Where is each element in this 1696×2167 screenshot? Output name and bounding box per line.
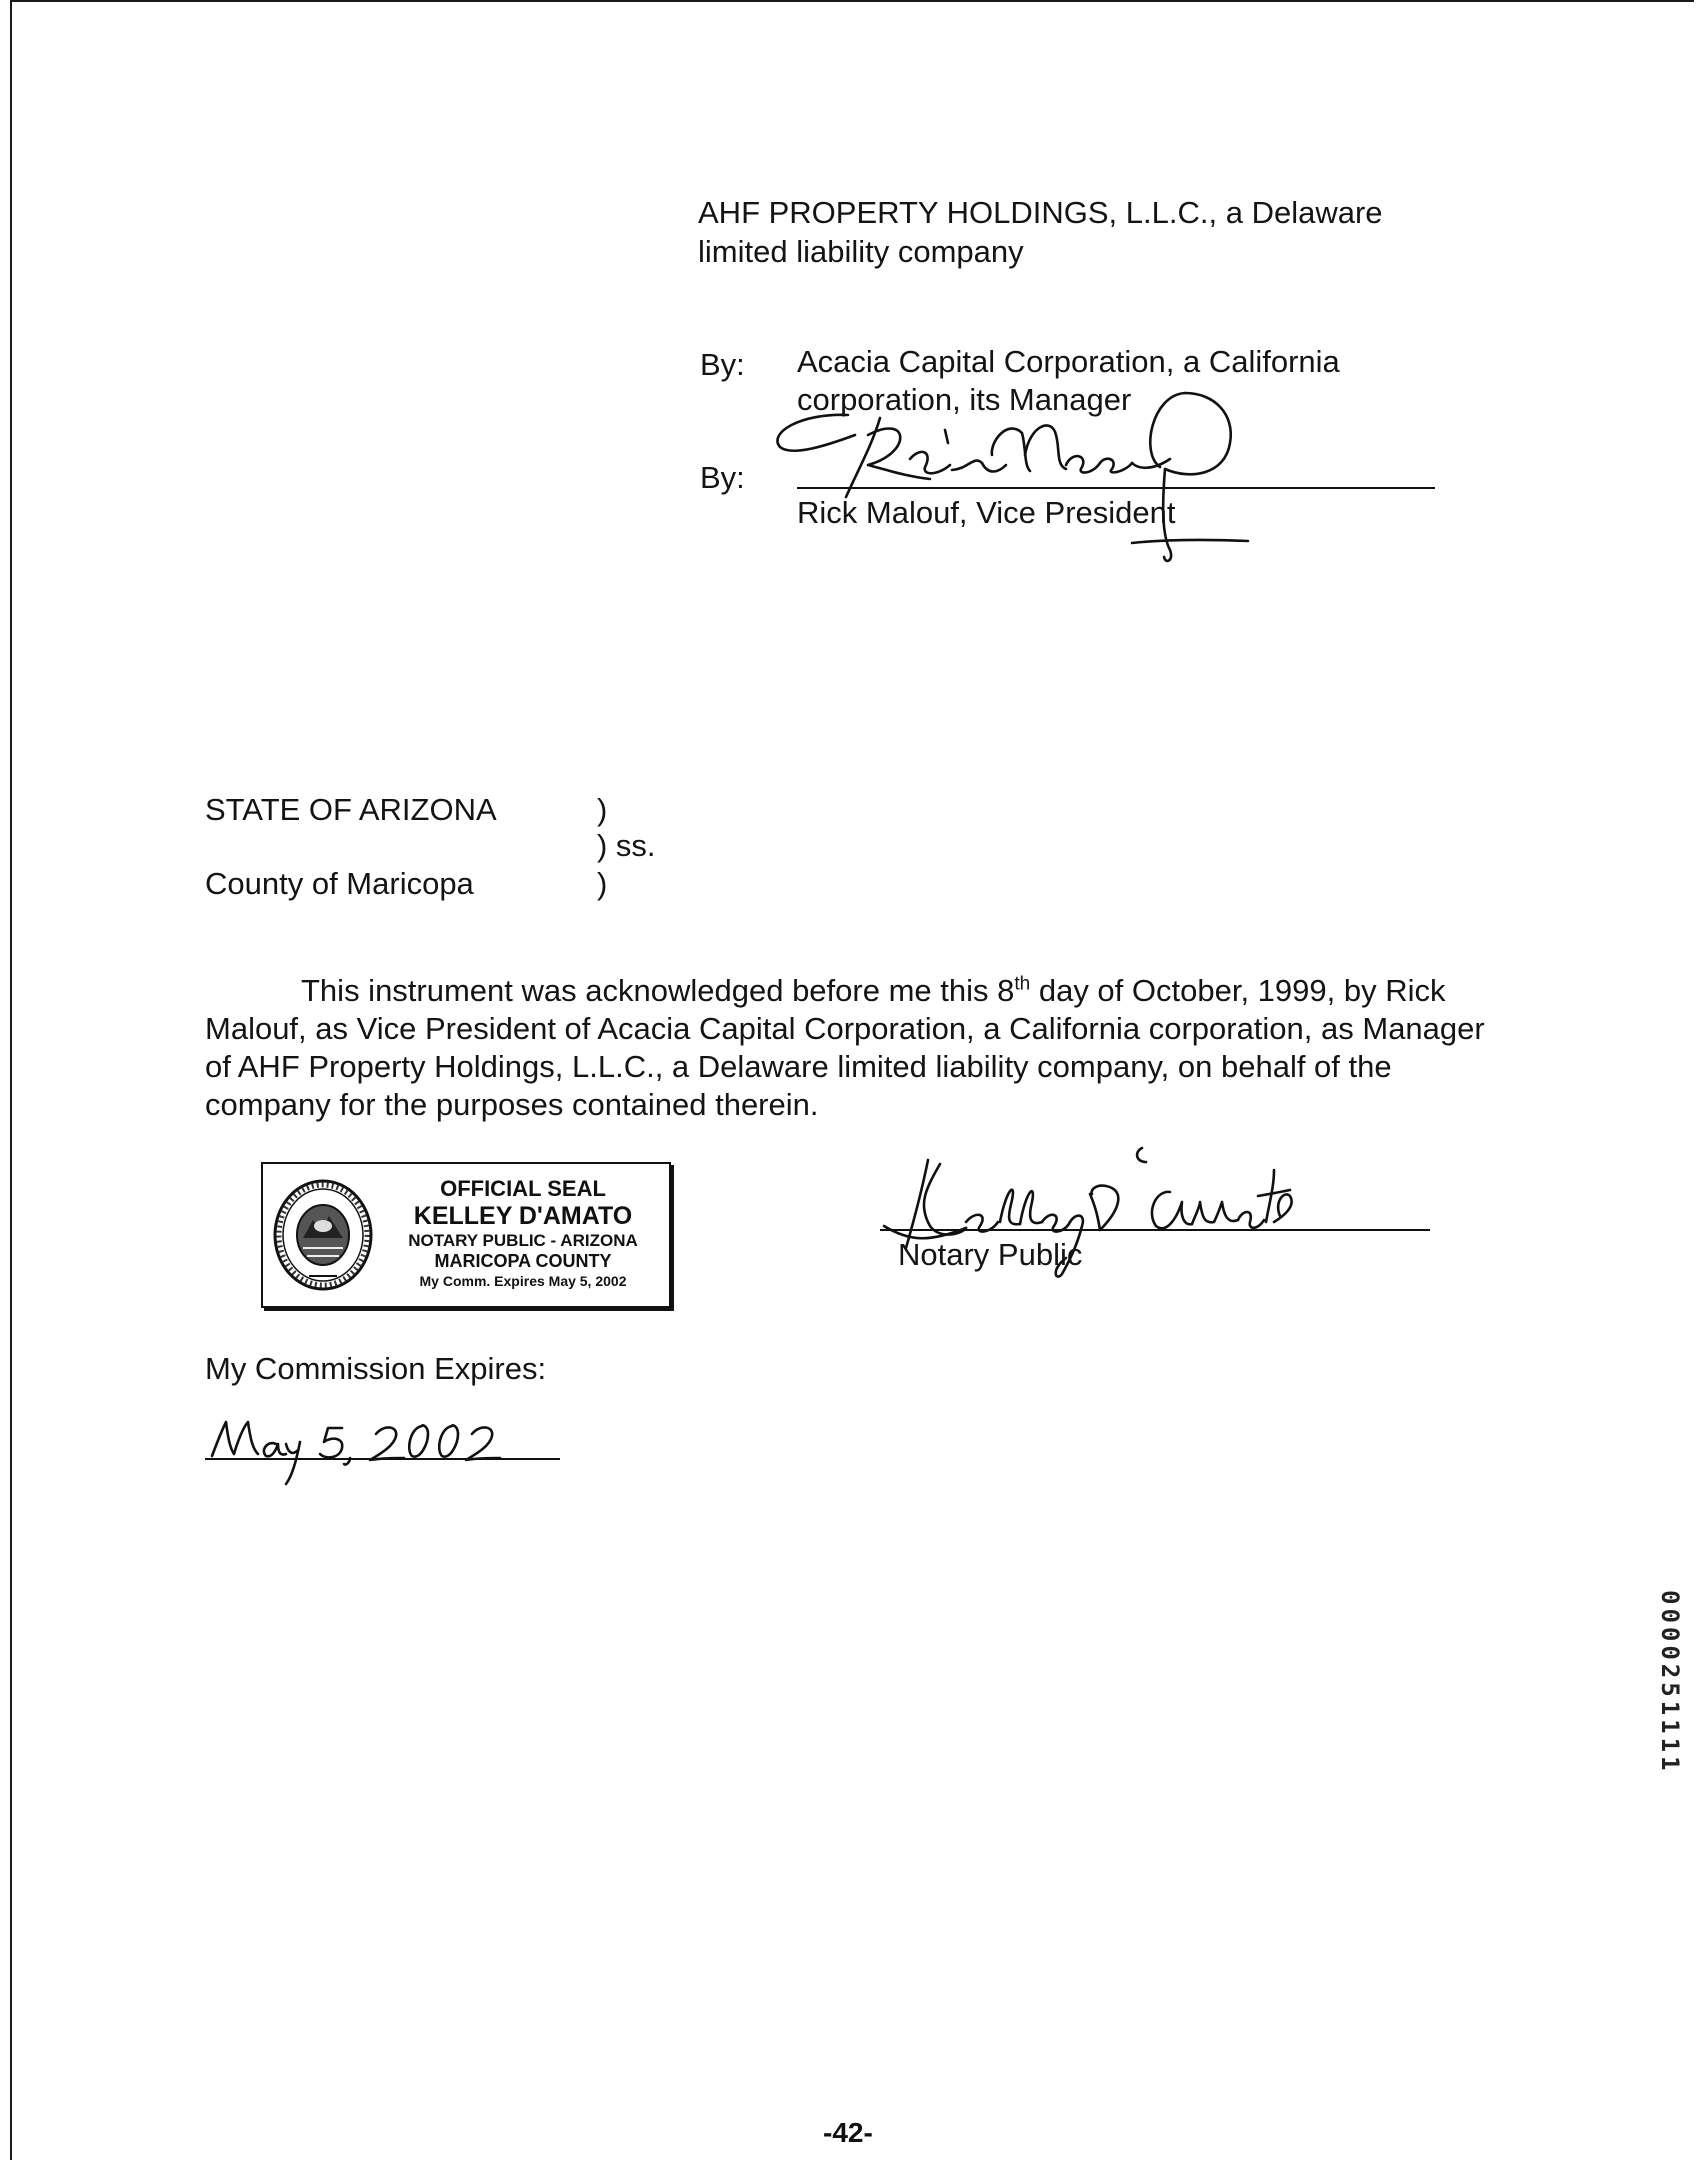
company-name-line1: AHF PROPERTY HOLDINGS, L.L.C., a Delaware	[698, 195, 1383, 230]
manager-line1: Acacia Capital Corporation, a California	[797, 344, 1340, 379]
arizona-seal-emblem	[271, 1176, 375, 1294]
by-label-signer: By:	[700, 460, 745, 495]
seal-expiration: My Comm. Expires May 5, 2002	[419, 1273, 627, 1289]
venue-paren-bottom: )	[597, 866, 608, 901]
notary-caption: Notary Public	[898, 1237, 1083, 1272]
signer-caption: Rick Malouf, Vice President	[797, 495, 1176, 530]
venue-county: County of Maricopa	[205, 866, 474, 901]
acknowledgment-text-end: day of October, 1999, by Rick Malouf, as Vice President of Acacia Capital Corporation, a California corporation, as Manager of AHF Property Holdings, L.L.C., a Delaware limited liability company, on behalf of the company for the purposes contained therein.	[205, 973, 1485, 1122]
ordinal-suffix: th	[1014, 973, 1031, 995]
company-name-line2: limited liability company	[698, 234, 1024, 269]
seal-notary-state: NOTARY PUBLIC - ARIZONA	[408, 1231, 638, 1250]
commission-date-handwriting	[200, 1400, 520, 1490]
acknowledgment-text-start: This instrument was acknowledged before me this 8	[301, 973, 1015, 1008]
side-document-stamp	[1655, 1590, 1685, 1920]
manager-line2: corporation, its Manager	[797, 382, 1132, 417]
kelley-damato-signature	[870, 1130, 1310, 1280]
side-stamp-text: 0000251111	[1656, 1590, 1684, 1775]
venue-state: STATE OF ARIZONA	[205, 792, 497, 827]
rick-malouf-signature	[760, 385, 1260, 595]
notary-seal	[261, 1162, 671, 1308]
commission-label: My Commission Expires:	[205, 1351, 547, 1386]
venue-ss: ) ss.	[597, 828, 656, 863]
seal-county: MARICOPA COUNTY	[434, 1251, 612, 1271]
by-label-manager: By:	[700, 347, 745, 382]
venue-paren-top: )	[597, 792, 608, 827]
seal-title: OFFICIAL SEAL	[440, 1176, 606, 1201]
seal-notary-name: KELLEY D'AMATO	[413, 1202, 633, 1230]
page-number: -42-	[823, 2117, 873, 2148]
acknowledgment-paragraph	[205, 972, 1505, 1124]
